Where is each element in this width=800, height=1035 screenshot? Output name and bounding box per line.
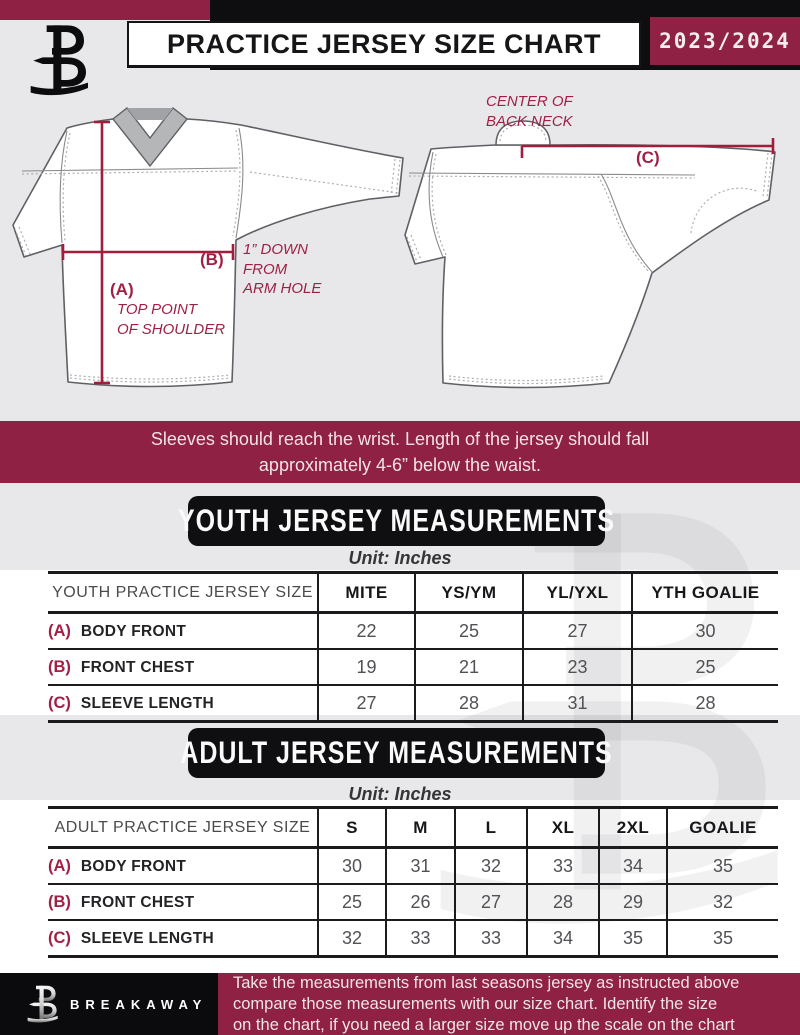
table-header-cell: GOALIE [667, 808, 778, 848]
youth-size-table [48, 571, 778, 723]
table-header-cell: MITE [318, 573, 415, 613]
table-header-cell: YOUTH PRACTICE JERSEY SIZE [48, 573, 318, 613]
footer-instructions [218, 973, 800, 1035]
table-cell: 27 [455, 884, 527, 920]
table-cell: 34 [599, 848, 667, 885]
row-title: SLEEVE LENGTH [80, 929, 214, 947]
row-title: BODY FRONT [80, 857, 187, 875]
table-cell: 27 [318, 685, 415, 722]
table-cell: 35 [667, 848, 778, 885]
breakaway-b-logo-icon [26, 983, 60, 1025]
table-header-cell: M [386, 808, 455, 848]
row-key: (C) [48, 693, 71, 712]
brand-name: BREAKAWAY [70, 996, 208, 1012]
row-key: (C) [48, 928, 71, 947]
page-title: PRACTICE JERSEY SIZE CHART [166, 28, 602, 59]
table-header-row [48, 573, 778, 613]
row-key: (B) [48, 657, 71, 676]
note-center-of-back-neck: CENTER OF BACK NECK [486, 93, 573, 130]
label-a: (A) [110, 280, 134, 299]
back-jersey-illustration [395, 95, 795, 405]
table-cell: 32 [318, 920, 386, 957]
table-row [48, 920, 778, 957]
row-label-cell [48, 613, 318, 650]
table-cell: 33 [455, 920, 527, 957]
adult-heading: ADULT JERSEY MEASUREMENTS [180, 734, 613, 770]
table-cell: 26 [386, 884, 455, 920]
table-header-cell: YTH GOALIE [632, 573, 778, 613]
youth-heading: YOUTH JERSEY MEASUREMENTS [177, 502, 616, 538]
table-row [48, 613, 778, 650]
table-cell: 33 [386, 920, 455, 957]
note-down-from-arm-hole: 1” DOWN FROM ARM HOLE [243, 241, 322, 297]
banner-line-2: approximately 4-6” below the waist. [258, 455, 542, 475]
table-cell: 27 [523, 613, 632, 650]
table-cell: 28 [527, 884, 599, 920]
table-cell: 32 [667, 884, 778, 920]
table-header-cell: ADULT PRACTICE JERSEY SIZE [48, 808, 318, 848]
table-cell: 28 [415, 685, 523, 722]
table-header-cell: L [455, 808, 527, 848]
table-cell: 21 [415, 649, 523, 685]
table-cell: 31 [386, 848, 455, 885]
table-cell: 31 [523, 685, 632, 722]
table-cell: 34 [527, 920, 599, 957]
table-cell: 30 [318, 848, 386, 885]
footer-line-1: Take the measurements from last seasons jersey as instructed above [233, 973, 740, 992]
youth-unit-label: Unit: Inches [348, 548, 452, 568]
adult-heading-bar [180, 728, 613, 778]
banner-line-1: Sleeves should reach the wrist. Length of the jersey should fall [150, 429, 650, 449]
row-label-cell [48, 920, 318, 957]
table-row [48, 848, 778, 885]
table-cell: 29 [599, 884, 667, 920]
row-title: SLEEVE LENGTH [80, 694, 214, 712]
footer-brand-block [0, 973, 218, 1035]
row-label-cell [48, 848, 318, 885]
row-key: (A) [48, 856, 71, 875]
table-cell: 25 [632, 649, 778, 685]
table-row [48, 649, 778, 685]
breakaway-b-logo-icon [28, 20, 92, 100]
table-header-cell: YS/YM [415, 573, 523, 613]
table-header-cell: 2XL [599, 808, 667, 848]
header-maroon-stripe [0, 0, 210, 20]
table-header-cell: S [318, 808, 386, 848]
table-cell: 35 [599, 920, 667, 957]
adult-unit-label: Unit: Inches [348, 784, 452, 804]
table-cell: 22 [318, 613, 415, 650]
row-title: BODY FRONT [80, 622, 187, 640]
row-label-cell [48, 649, 318, 685]
adult-size-table [48, 806, 778, 958]
table-header-row [48, 808, 778, 848]
row-title: FRONT CHEST [80, 658, 195, 676]
table-row [48, 685, 778, 722]
table-cell: 30 [632, 613, 778, 650]
season-label: 2023/2024 [659, 29, 791, 53]
table-cell: 19 [318, 649, 415, 685]
table-header-cell: XL [527, 808, 599, 848]
table-header-cell: YL/YXL [523, 573, 632, 613]
page-title-box [127, 21, 641, 68]
row-key: (B) [48, 892, 71, 911]
row-key: (A) [48, 621, 71, 640]
footer-line-3: on the chart, if you need a larger size move up the scale on the chart [233, 1015, 735, 1034]
row-label-cell [48, 884, 318, 920]
row-label-cell [48, 685, 318, 722]
table-row [48, 884, 778, 920]
table-cell: 33 [527, 848, 599, 885]
label-b: (B) [200, 250, 224, 269]
footer-line-2: compare those measurements with our size chart. Identify the size [233, 994, 718, 1013]
fit-instruction-banner [0, 421, 800, 483]
table-cell: 35 [667, 920, 778, 957]
note-top-point-of-shoulder: TOP POINT OF SHOULDER [117, 301, 226, 338]
table-cell: 28 [632, 685, 778, 722]
table-cell: 25 [415, 613, 523, 650]
label-c: (C) [636, 148, 660, 167]
youth-heading-bar [177, 496, 616, 546]
row-title: FRONT CHEST [80, 893, 195, 911]
table-cell: 25 [318, 884, 386, 920]
table-cell: 32 [455, 848, 527, 885]
season-badge [650, 17, 800, 65]
table-cell: 23 [523, 649, 632, 685]
